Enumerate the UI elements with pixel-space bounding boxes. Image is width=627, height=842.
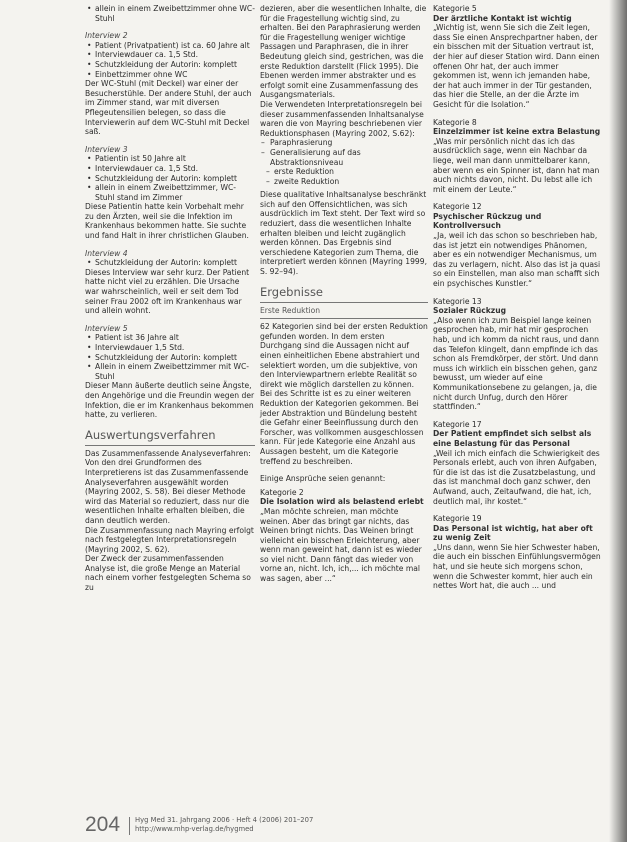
list-item: • Schutzkleidung der Autorin: komplett (95, 353, 255, 363)
list-item: – erste Reduktion (274, 167, 428, 177)
column-middle (260, 4, 428, 584)
footer-divider (129, 817, 130, 835)
list-item: • allein in einem Zweibettzimmer, WC-Stuhl stand im Zimmer (95, 183, 255, 202)
interview-3-label: Interview 3 (85, 144, 128, 154)
section-divider (260, 302, 428, 303)
category-quote: „Uns dann, wenn Sie hier Schwester haben, die auch ein bisschen Einfühlungsvermögen hat, und sie heute sich morgens schon, wenn die Schwester kommt, hier auch ein nettes Wort hat, die auch ... und (433, 542, 601, 591)
journal-citation-line: Hyg Med 31. Jahrgang 2006 · Heft 4 (2006) 201–207 (135, 816, 314, 824)
category-heading: Der Patient empfindet sich selbst als eine Belastung für das Personal (433, 429, 592, 448)
category-title: Kategorie 19 (433, 514, 482, 524)
category-quote: „Weil ich mich einfach die Schwierigkeit des Personals erlebt, auch von ihren Aufgaben, für die ist das ist die Zusatzbelastung, und das ist manchmal doch ganz schwer, den Aufwand, auch, Zeitaufwand, die hat, ich, deutlich mal, ihr kostet.“ (433, 448, 600, 506)
interview-3-text: Diese Patientin hatte kein Vorbehalt mehr zu den Ärzten, weil sie die Infektion im Krankenhaus bekommen hatte. Sie suchte und fand Halt in ihrer christlichen Glauben. (85, 202, 249, 241)
journal-url[interactable]: http://www.mhp-verlag.de/hygmed (135, 824, 254, 833)
interview-2-bullets (85, 41, 255, 79)
interview-5-bullets (85, 333, 255, 381)
list-item: • Patientin ist 50 Jahre alt (95, 154, 255, 164)
list-item: • Einbettzimmer ohne WC (95, 70, 255, 80)
examples-intro: Einige Ansprüche seien genannt: (260, 474, 386, 484)
list-item: – zweite Reduktion (274, 177, 428, 187)
interview-2-label: Interview 2 (85, 31, 128, 41)
category-quote: „Also wenn ich zum Beispiel lange keinen gesprochen hab, mir hat mir gesprochen hab, und ich komm da nicht raus, und dann das Telefon klingelt, dann empfinde ich das schon als Fremdkörper, der stört. Und dann muss ich wirklich ein bisschen gehen, ganz bewusst, um wieder auf eine Kommunikationsebene zu gelangen, ja, die nicht durch Unfug, durch den Hörer stattfinden.“ (433, 315, 599, 412)
list-item: • Interviewdauer 1,5 Std. (95, 343, 255, 353)
category-heading: Das Personal ist wichtig, hat aber oft zu wenig Zeit (433, 523, 593, 543)
category-heading: Einzelzimmer ist keine extra Belastung (433, 127, 601, 137)
list-item: – Paraphrasierung (270, 138, 428, 148)
list-item: • Patient (Privatpatient) ist ca. 60 Jahre alt (95, 41, 255, 51)
interview-4-text: Dieses Interview war sehr kurz. Der Patient hatte nicht viel zu erzählen. Die Ursache war wahrscheinlich, weil er seit dem Tod seiner Frau 2002 oft im Krankenhaus war und allein wohnt. (85, 267, 250, 316)
paragraph: dezieren, aber die wesentlichen Inhalte, die für die Fragestellung wichtig sind, zu erhalten. Bei den Paraphrasierung werden für die Fragestellung weniger wichtige Passagen und Paraphrasen, die in ihrer Bedeutung gleich sind, gestrichen, was die erste Reduktion darstellt (Flick 1995). Die Ebenen werden immer abstrakter und es erfolgt somit eine Zusammenfassung des Ausgangsmaterials. (260, 4, 427, 100)
paragraph: Der Zweck der zusammenfassenden Analyse ist, die große Menge an Material nach einem vorher festgelegten Schema so zu (85, 554, 251, 593)
section-heading-auswertung: Auswertungsverfahren (85, 427, 216, 442)
category-quote: „Ja, weil ich das schon so beschrieben hab, das ist jetzt ein notwendiges Phänomen, aber es ein notwendiger Mechanismus, um das zu verlagern, nicht. Also das ist ja quasi so ein Einstellen, man also man schafft sich ein psychisches Kunstler.“ (433, 231, 601, 289)
page-number: 204 (85, 813, 121, 836)
list-item: • Patient ist 36 Jahre alt (95, 333, 255, 343)
column-left (85, 4, 255, 593)
category-title: Kategorie 2 (260, 487, 304, 497)
section-heading-ergebnisse: Ergebnisse (260, 284, 324, 299)
reduction-substeps (260, 167, 428, 186)
category-quote: „Wichtig ist, wenn Sie sich die Zeit legen, dass Sie einen Ansprechpartner haben, der ein bisschen mit der Situation vertraut ist, der hier auf dieser Station wird. Dann einen offenen Ohr hat, der auch immer gekommen ist, wenn ich jemanden habe, der hat auch immer in der Tür gestanden, das hier die Stelle, an der die Ärzte im Gesicht für die Isolation.“ (433, 23, 600, 109)
category-heading: Sozialer Rückzug (433, 306, 507, 316)
paragraph: 62 Kategorien sind bei der ersten Reduktion gefunden worden. In dem ersten Durchgang sind die Aussagen nicht auf einen einheitlichen Ebene abstrahiert und selektiert worden, um die subjektive, von den Interviewpartnern erlebte Realität so direkt wie möglich darstellen zu können. Bei des Schritte ist es zu einer weiteren Reduktion der Kategorien gekommen. Bei jeder Abstraktion und Bündelung besteht die Gefahr einer Beeinflussung durch den Forscher, was vollkommen ausgeschlossen kann. Für jede Kategorie eine Anzahl aus Aussagen besteht, um die Kategorie treffend zu beschreiben. (260, 322, 428, 466)
interview-4-label: Interview 4 (85, 248, 128, 258)
paragraph: Die Verwendeten Interpretationsregeln bei dieser zusammenfassenden Inhaltsanalyse waren die von Mayring beschriebenen vier Reduktionsphasen (Mayring 2002, S.62): (260, 99, 424, 138)
column-right (433, 4, 603, 591)
list-item: • Schutzkleidung der Autorin: komplett (95, 174, 255, 184)
list-item: • Allein in einem Zweibettzimmer mit WC-Stuhl (95, 362, 255, 381)
paragraph: Die Zusammenfassung nach Mayring erfolgt nach festgelegten Interpretationsregeln (Mayring 2002, S. 62). (85, 525, 254, 554)
paragraph: Das Zusammenfassende Analyseverfahren: Von den drei Grundformen des Interpretierens ist das Zusammenfassende Analyseverfahren ausgewählt worden (Mayring 2002, S. 58). Bei dieser Methode wird das Material so reduziert, dass nur die wesentlichen Inhalte erhalten bleiben, die dann deutlich werden. (85, 448, 251, 525)
interview-5-label: Interview 5 (85, 323, 128, 333)
category-title: Kategorie 5 (433, 4, 477, 13)
category-heading: Psychischer Rückzug und Kontrollversuch (433, 211, 542, 231)
subsection-heading: Erste Reduktion (260, 305, 321, 315)
category-title: Kategorie 13 (433, 296, 482, 306)
category-title: Kategorie 17 (433, 419, 482, 429)
page-footer (85, 815, 425, 837)
section-divider (85, 445, 255, 446)
interview-2-text: Der WC-Stuhl (mit Deckel) war einer der Besucherstühle. Der andere Stuhl, der auch im Zimmer stand, war mit diversen Pflegeutensilien belegen, so dass die Interviewerin auf dem WC-Stuhl mit Deckel saß. (85, 79, 252, 137)
list-item: • Interviewdauer ca. 1,5 Std. (95, 50, 255, 60)
paragraph: Diese qualitative Inhaltsanalyse beschränkt sich auf den Offensichtlichen, was sich ausdrücklich im Text steht. Der Text wird so reduziert, dass die wesentlichen Inhalte erhalten bleiben und leicht zugänglich werden können. Das Ergebnis sind verschiedene Kategorien zum Thema, die interpretiert werden können (Mayring 1999, S. 92–94). (260, 190, 427, 277)
category-quote: „Was mir persönlich nicht das ich das ausdrücklich sage, wenn ein Nachbar da liege, weil man dann unmittelbarer kann, aber wenn es ein Spinner ist, dann hat man auch nichts davon, nicht. Du lebst alle ich mit einem der Leute.“ (433, 136, 600, 194)
page-edge-shadow (609, 0, 627, 842)
category-title: Kategorie 12 (433, 202, 482, 212)
list-item: • Interviewdauer ca. 1,5 Std. (95, 164, 255, 174)
list-item: • allein in einem Zweibettzimmer ohne WC-Stuhl (95, 4, 255, 23)
journal-citation (135, 816, 313, 833)
interview-3-bullets (85, 154, 255, 202)
category-title: Kategorie 8 (433, 117, 477, 127)
list-item: – Generalisierung auf das Abstraktionsniveau (270, 148, 428, 167)
list-item: • Schutzkleidung der Autorin: komplett (95, 258, 255, 268)
reduction-steps (260, 138, 428, 167)
category-heading: Die Isolation wird als belastend erlebt (260, 497, 424, 507)
list-item: • Schutzkleidung der Autorin: komplett (95, 60, 255, 70)
category-quote: „Man möchte schreien, man möchte weinen. Aber das bringt gar nichts, das Weinen bringt nichts. Das Weinen bringt vielleicht ein bisschen Erleichterung, aber wenn man geweint hat, dann ist es wieder so viel nicht. Dann fängt das wieder von vorne an, nicht. Ich, ich,... ich möchte mal was sagen, aber ...“ (260, 506, 422, 584)
category-heading: Der ärztliche Kontakt ist wichtig (433, 13, 572, 23)
interview-5-text: Dieser Mann äußerte deutlich seine Ängste, den Angehörige und die Freundin wegen der Infektion, die er im Krankenhaus bekommen hatte, zu verlieren. (85, 381, 255, 420)
subsection-divider (260, 318, 428, 319)
top-bullet-list (85, 4, 255, 23)
interview-4-bullets (85, 258, 255, 268)
